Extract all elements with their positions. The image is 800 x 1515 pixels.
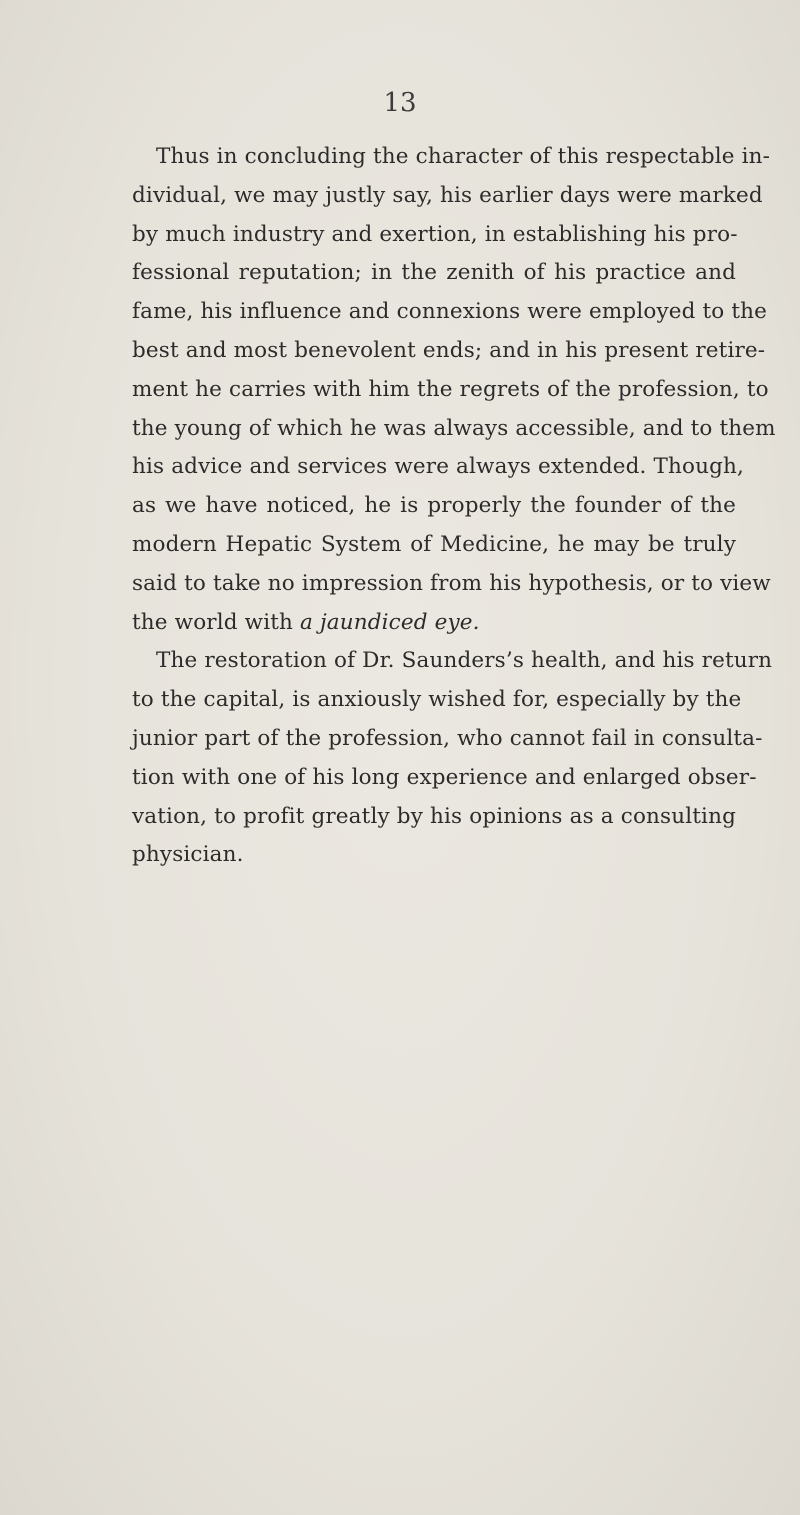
text-line: his advice and services were always extended. Though, [132,454,744,480]
text-line: ment he carries with him the regrets of the profession, to [132,376,769,402]
page-number: 13 [383,88,417,118]
text-line: to the capital, is anxiously wished for, especially by the [132,687,742,713]
text-line: fame, his influence and connexions were employed to the [132,299,768,325]
paragraph-1 [132,138,776,642]
text-line: dividual, we may justly say, his earlier days were marked [132,182,763,208]
text-line: the young of which he was always accessible, and to them [132,415,776,441]
text-line: junior part of the profession, who cannot fail in consulta- [132,725,763,751]
text-line: Thus in concluding the character of this respectable in- [156,144,771,169]
text-line: as we have noticed, he is properly the founder of the [132,493,736,519]
text-line: vation, to profit greatly by his opinions as a consulting [132,803,736,829]
text-line-last: physician. [132,842,244,868]
text-line: best and most benevolent ends; and in his present retire- [132,337,766,363]
text-line: by much industry and exertion, in establishing his pro- [132,221,738,247]
text-line: fessional reputation; in the zenith of his practice and [132,260,736,286]
text-line-last [132,604,736,643]
text-line: The restoration of Dr. Saunders’s health, and his return [156,648,773,674]
text-line: tion with one of his long experience and enlarged obser- [132,764,757,790]
body-text [132,138,776,875]
text-line-start: the world with [132,609,300,635]
paragraph-2 [132,642,773,875]
text-line: said to take no impression from his hypothesis, or to view [132,570,771,596]
text-line: modern Hepatic System of Medicine, he may be truly [132,531,736,557]
italic-phrase: a jaundiced eye. [300,609,480,635]
